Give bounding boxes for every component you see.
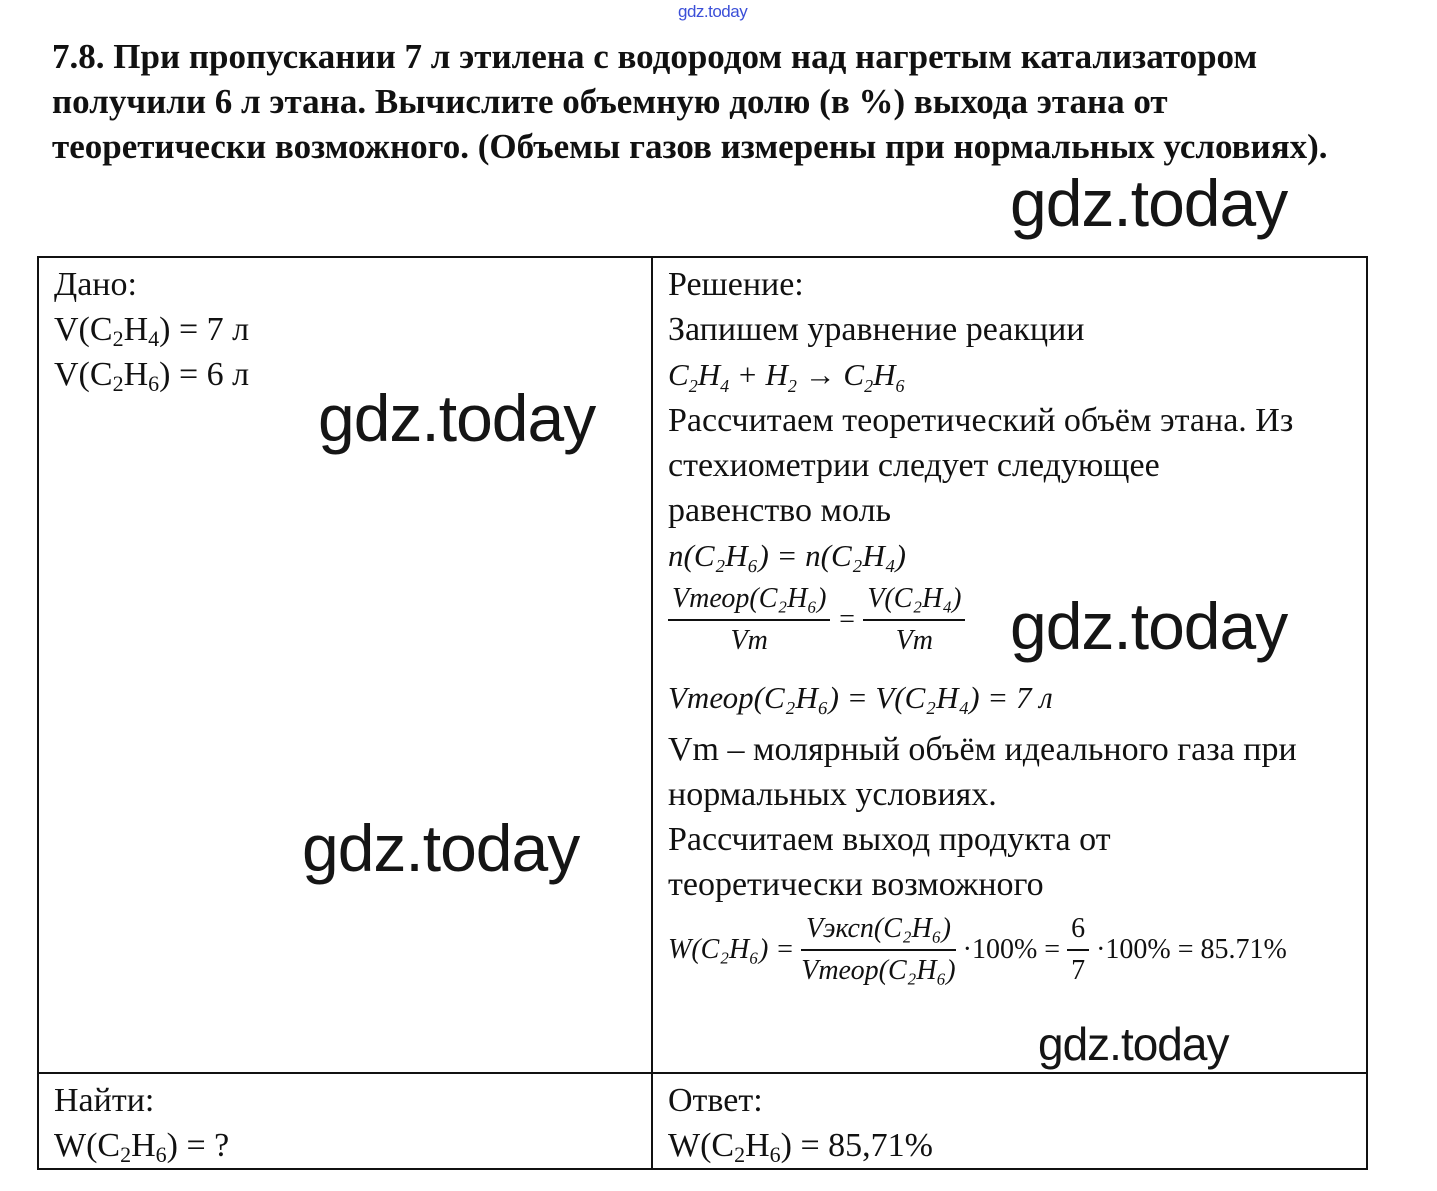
solution-step2-line3: равенство моль [668,492,892,529]
answer-heading: Ответ: [668,1082,763,1119]
problem-statement: 7.8. При пропускании 7 л этилена с водородом над нагретым катализатором получили 6 л этана. Вычислите объемную долю (в %) выхода этана от теоретически возможного. (Объемы газов измерены при нормальных условиях). [52,37,1328,166]
given-ethylene-volume: $V(C_2H_4) = 7$ л [54,311,250,351]
vm-definition-line2: нормальных условиях. [668,776,997,813]
solution-cell [652,257,1367,1073]
top-watermark: gdz.today [678,2,748,21]
theoretical-volume-result: Vтеор(C₂H₆) = V(C₂H₄) = 7 л [668,680,1053,715]
vm-definition-line1: Vm – молярный объём идеального газа при [668,731,1297,768]
solution-step2-line2: стехиометрии следует следующее [668,447,1160,484]
solution-step3-line2: теоретически возможного [668,866,1044,903]
solution-step1: Запишем уравнение реакции [668,311,1085,348]
watermark: gdz.today [302,811,580,885]
find-cell [38,1073,652,1169]
volume-ratio-right: $\frac{\text{V(C₂H₄)}}{Vm}$ [863,581,965,659]
volume-ratio-left: $\frac{\text{Vтеор(C₂H₆)}}{Vm}$ [668,581,830,659]
find-heading: Найти: [54,1082,155,1119]
watermark: gdz.today [1038,1018,1229,1070]
given-cell [38,257,652,1073]
reaction-equation: $C_2H_4 + H_2 \to C_2H_6$ [668,357,905,396]
given-ethane-volume: $V(C_2H_6) = 6$ л [54,356,250,396]
find-item: $W(C_2H_6)$ = ? [54,1127,230,1167]
solution-step2-line1: Рассчитаем теоретический объём этана. Из [668,402,1294,439]
yield-fraction: $\frac{\text{Vэксп(C₂H₆)}}{\text{Vтеор(C₂H₆)}}$ [801,913,956,986]
given-heading: Дано: [54,266,137,303]
answer-cell [652,1073,1367,1169]
solution-step3-line1: Рассчитаем выход продукта от [668,821,1111,858]
answer-item: $W(C_2H_6) = 85,71\%$ [668,1127,933,1167]
solution-heading: Решение: [668,266,804,303]
watermark: gdz.today [1010,589,1288,663]
watermark: gdz.today [1010,166,1288,240]
yield-numeric-fraction: $\frac{6}{7}$ [1067,911,1089,989]
mole-equality: n(C₂H₆) = n(C₂H₄) [668,538,906,573]
watermark: gdz.today [318,381,596,455]
volume-ratio-equation: $\frac{\text{Vтеор(C₂H₆)}}{Vm}$ = $\frac{\text{V(C₂H₄)}}{Vm}$ [668,581,1352,675]
yield-equation: W(C₂H₆) = $\frac{\text{Vэксп(C₂H₆)}}{\text{Vтеор(C₂H₆)}}$ ·100% = $\frac{6}{7}$ ·100% = 85.71% [668,911,1352,989]
